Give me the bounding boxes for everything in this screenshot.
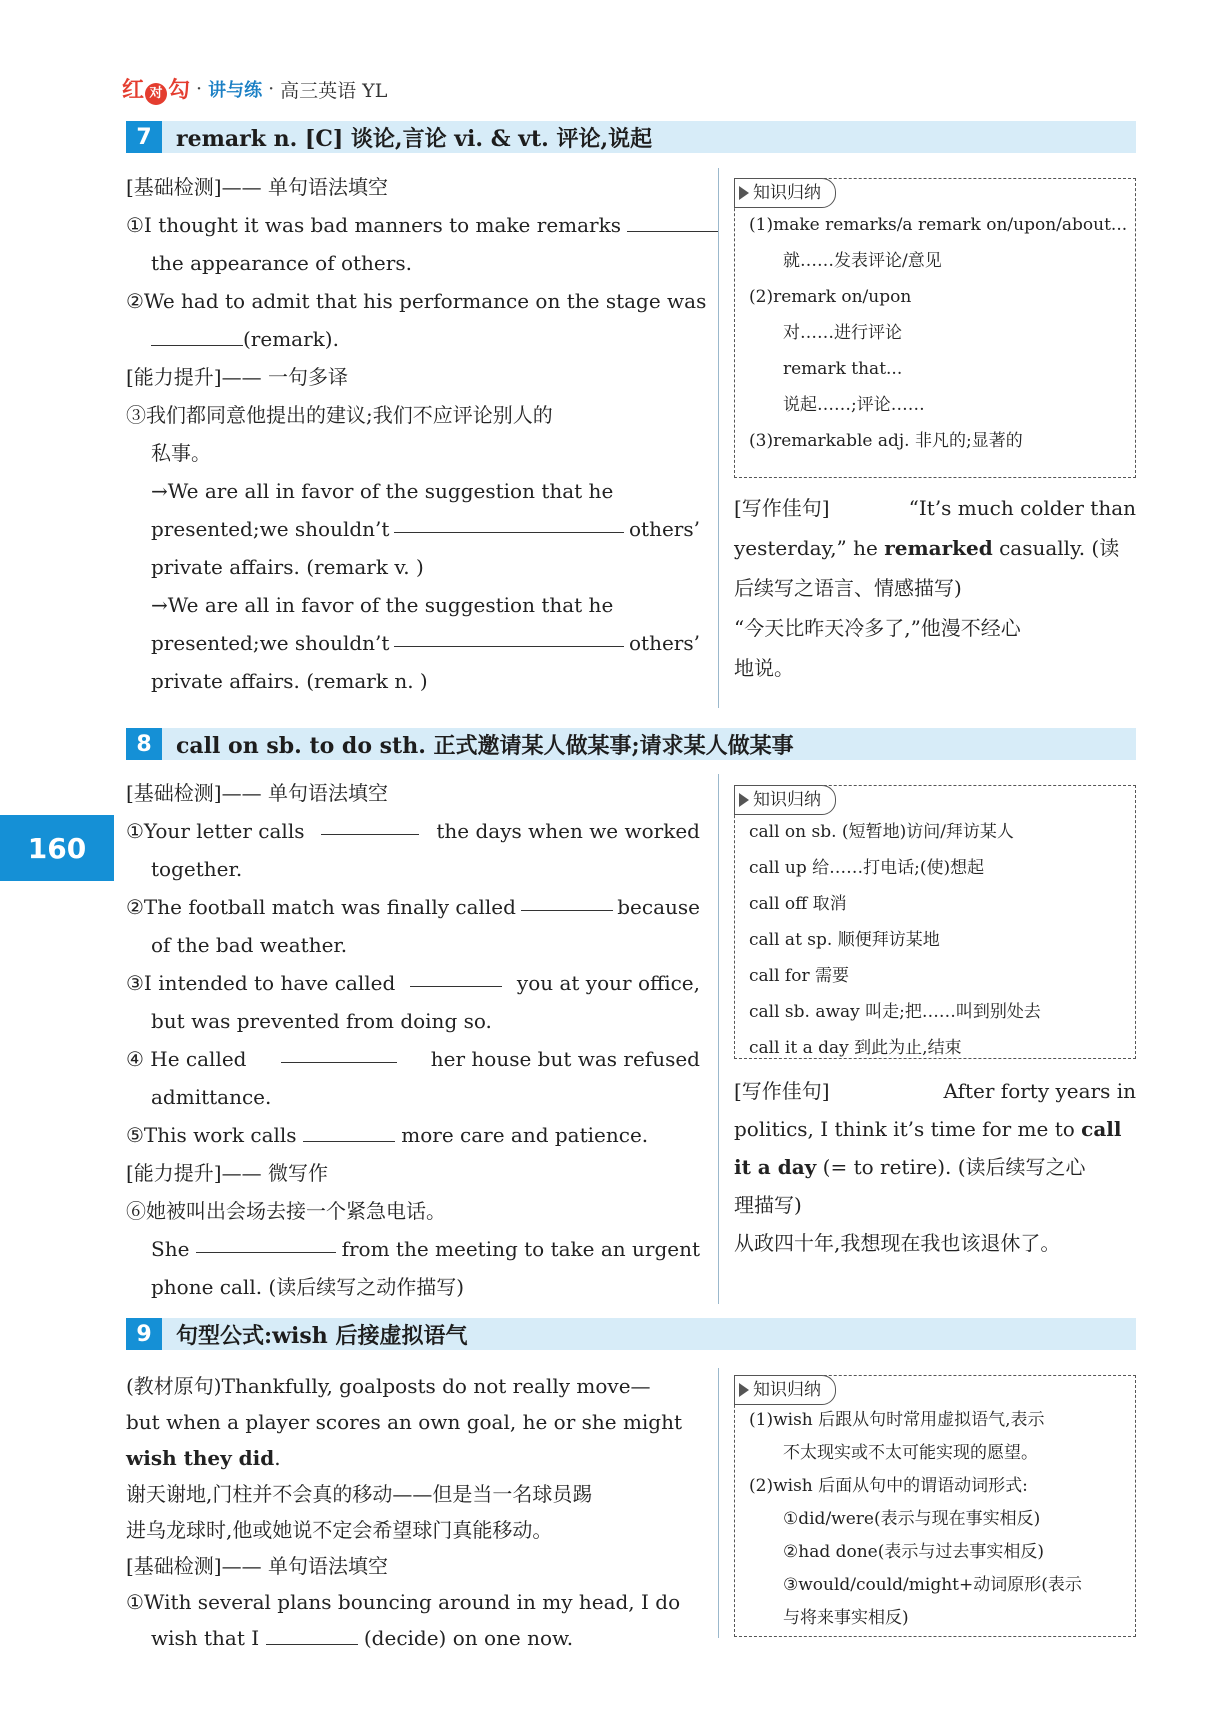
- question-4: ④ He called her house but was refused: [126, 1040, 700, 1078]
- writing-line: [写作佳句] After forty years in: [734, 1079, 1136, 1103]
- writing-line: 理描写): [734, 1193, 802, 1217]
- knowledge-item: call it a day 到此为止,结束: [749, 1038, 962, 1058]
- translation-2-line-2: presented;we shouldn’t others’: [126, 624, 700, 662]
- question-1: ①I thought it was bad manners to make remarks: [126, 206, 700, 244]
- writing-line: it a day (= to retire). (读后续写之心: [734, 1155, 1086, 1179]
- knowledge-item: ②had done(表示与过去事实相反): [783, 1542, 1045, 1562]
- section-title: 句型公式:wish 后接虚拟语气: [176, 1322, 468, 1349]
- knowledge-item: 对……进行评论: [783, 323, 902, 343]
- knowledge-box: [734, 785, 1136, 1059]
- header-separator: ·: [268, 78, 275, 100]
- header-subtitle: 讲与练: [208, 80, 263, 101]
- writing-sentence: [734, 1072, 1136, 1262]
- translation: 谢天谢地,门柱并不会真的移动——但是当一名球员踢: [126, 1482, 593, 1506]
- play-icon: [739, 1383, 749, 1397]
- knowledge-item: (2)wish 后面从句中的谓语动词形式:: [749, 1476, 1028, 1496]
- answer-blank[interactable]: [321, 812, 419, 835]
- writing-line: yesterday,” he remarked casually. (读: [734, 536, 1120, 560]
- answer-blank[interactable]: [627, 209, 719, 232]
- answer-blank[interactable]: [151, 323, 243, 346]
- question-1-cont: the appearance of others.: [151, 251, 412, 275]
- knowledge-item: call at sp. 顺便拜访某地: [749, 930, 940, 950]
- brand-logo: [122, 73, 190, 105]
- basic-check-label: [基础检测]—— 单句语法填空: [126, 781, 388, 805]
- ability-label: [能力提升]—— 微写作: [126, 1161, 328, 1185]
- answer-blank[interactable]: [196, 1230, 336, 1253]
- page-number: 160: [0, 815, 114, 881]
- column-divider: [718, 168, 719, 708]
- answer-blank[interactable]: [410, 964, 502, 987]
- ability-label: [能力提升]—— 一句多译: [126, 365, 348, 389]
- brand-left: 红: [122, 78, 145, 103]
- brand-right: 勾: [168, 78, 191, 103]
- question-2: ②We had to admit that his performance on the stage was: [126, 289, 707, 313]
- question-2-cont: of the bad weather.: [151, 933, 348, 957]
- knowledge-item: (1)make remarks/a remark on/upon/about...: [749, 215, 1128, 235]
- question-2: ②The football match was finally called because: [126, 888, 700, 926]
- knowledge-item: 说起……;评论……: [783, 395, 925, 415]
- section-number: 8: [126, 728, 162, 760]
- textbook-sentence: wish they did.: [126, 1446, 281, 1470]
- question-3-cont: 私事。: [151, 441, 211, 465]
- translation-2-line-3: private affairs. (remark n. ): [151, 669, 428, 693]
- play-icon: [739, 793, 749, 807]
- writing-line: politics, I think it’s time for me to call: [734, 1117, 1122, 1141]
- basic-check-label: [基础检测]—— 单句语法填空: [126, 175, 388, 199]
- section-8-header: [126, 728, 1136, 760]
- knowledge-box: [734, 178, 1136, 478]
- question-3-cont: but was prevented from doing so.: [151, 1009, 492, 1033]
- play-icon: [739, 186, 749, 200]
- header-title: 高三英语 YL: [280, 79, 388, 102]
- question-6: ⑥她被叫出会场去接一个紧急电话。: [126, 1199, 446, 1223]
- section-8-exercises: [126, 774, 700, 1306]
- question-3: ③我们都同意他提出的建议;我们不应评论别人的: [126, 403, 553, 427]
- knowledge-item: ①did/were(表示与现在事实相反): [783, 1509, 1041, 1529]
- section-number: 9: [126, 1318, 162, 1350]
- knowledge-item: remark that...: [783, 359, 903, 379]
- knowledge-item: 与将来事实相反): [783, 1608, 909, 1628]
- writing-line: “今天比昨天冷多了,”他漫不经心: [734, 616, 1021, 640]
- section-9-content: [126, 1368, 700, 1656]
- section-9-header: [126, 1318, 1136, 1350]
- answer-blank[interactable]: [394, 624, 624, 647]
- knowledge-tag: 知识归纳: [734, 178, 836, 208]
- translation: 进乌龙球时,他或她说不定会希望球门真能移动。: [126, 1518, 553, 1542]
- knowledge-item: call off 取消: [749, 894, 847, 914]
- knowledge-item: ③would/could/might+动词原形(表示: [783, 1575, 1082, 1595]
- knowledge-box: [734, 1375, 1136, 1637]
- knowledge-item: call up 给……打电话;(使)想起: [749, 858, 985, 878]
- knowledge-item: 不太现实或不太可能实现的愿望。: [783, 1443, 1038, 1463]
- section-7-header: [126, 121, 1136, 153]
- knowledge-tag: 知识归纳: [734, 785, 836, 815]
- knowledge-item: (3)remarkable adj. 非凡的;显著的: [749, 431, 1023, 451]
- section-title: remark n. [C] 谈论,言论 vi. & vt. 评论,说起: [176, 125, 653, 152]
- section-7-exercises: [126, 168, 707, 700]
- question-3: ③I intended to have called you at your office,: [126, 964, 700, 1002]
- translation-2-line-1: →We are all in favor of the suggestion that he: [151, 593, 614, 617]
- writing-line: [写作佳句] “It’s much colder than: [734, 496, 1136, 520]
- translation-1-line-1: →We are all in favor of the suggestion that he: [151, 479, 614, 503]
- knowledge-item: 就……发表评论/意见: [783, 251, 942, 271]
- question-1: ①Your letter calls the days when we worked: [126, 812, 700, 850]
- answer-blank[interactable]: [266, 1622, 358, 1645]
- writing-line: 后续写之语言、情感描写): [734, 576, 962, 600]
- page-header: [122, 72, 387, 106]
- question-1-cont: together.: [151, 857, 243, 881]
- writing-line: 地说。: [734, 656, 794, 680]
- section-number: 7: [126, 121, 162, 153]
- question-2-cont: (remark).: [126, 320, 700, 358]
- translation-1-line-2: presented;we shouldn’t others’: [126, 510, 700, 548]
- question-5: ⑤This work calls more care and patience.: [126, 1116, 700, 1154]
- answer-blank[interactable]: [521, 888, 613, 911]
- textbook-sentence: but when a player scores an own goal, he or she might: [126, 1410, 683, 1434]
- header-separator: ·: [196, 78, 203, 100]
- textbook-sentence: (教材原句)Thankfully, goalposts do not really move—: [126, 1374, 651, 1398]
- brand-mid: 对: [145, 83, 167, 105]
- basic-check-label: [基础检测]—— 单句语法填空: [126, 1554, 388, 1578]
- question-1-cont: wish that I (decide) on one now.: [126, 1620, 700, 1656]
- writing-line: 从政四十年,我想现在我也该退休了。: [734, 1231, 1061, 1255]
- writing-sentence: [734, 488, 1136, 688]
- answer-blank[interactable]: [394, 510, 624, 533]
- column-divider: [718, 1368, 719, 1638]
- knowledge-item: (2)remark on/upon: [749, 287, 912, 307]
- knowledge-item: (1)wish 后跟从句时常用虚拟语气,表示: [749, 1410, 1045, 1430]
- question-1: ①With several plans bouncing around in my head, I do: [126, 1590, 681, 1614]
- knowledge-tag: 知识归纳: [734, 1375, 836, 1405]
- question-6-cont: phone call. (读后续写之动作描写): [151, 1275, 465, 1299]
- translation-1-line-3: private affairs. (remark v. ): [151, 555, 424, 579]
- question-4-cont: admittance.: [151, 1085, 272, 1109]
- answer-blank[interactable]: [303, 1119, 395, 1142]
- knowledge-item: call on sb. (短暂地)访问/拜访某人: [749, 822, 1014, 842]
- answer-blank[interactable]: [281, 1040, 397, 1063]
- column-divider: [718, 774, 719, 1304]
- question-6-cont: She from the meeting to take an urgent: [126, 1230, 700, 1268]
- knowledge-item: call sb. away 叫走;把……叫到别处去: [749, 1002, 1041, 1022]
- knowledge-item: call for 需要: [749, 966, 849, 986]
- section-title: call on sb. to do sth. 正式邀请某人做某事;请求某人做某事: [176, 732, 794, 759]
